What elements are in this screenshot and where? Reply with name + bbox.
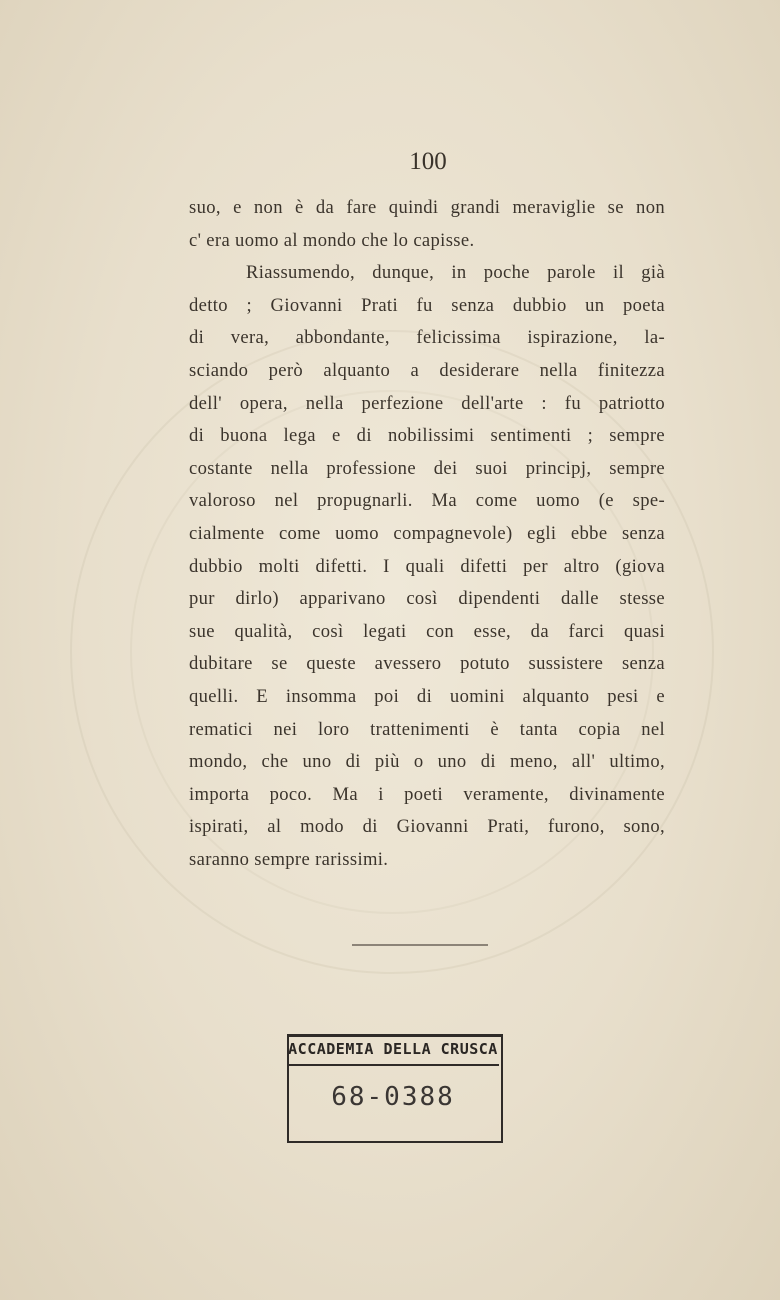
library-stamp	[285, 1032, 505, 1142]
text-line: sue qualità, così legati con esse, da farci quasi	[189, 620, 665, 642]
text-line: suo, e non è da fare quindi grandi meraviglie se non	[189, 197, 665, 218]
page-number: 100	[409, 148, 447, 175]
stamp-number: 68-0388	[331, 1082, 455, 1112]
text-line: di buona lega e di nobilissimi sentimenti ; sempre	[189, 425, 665, 447]
text-line: rematici nei loro trattenimenti è tanta copia nel	[189, 718, 665, 740]
text-line: sciando però alquanto a desiderare nella finitezza	[189, 359, 665, 381]
text-line: mondo, che uno di più o uno di meno, all' ultimo,	[189, 751, 665, 773]
text-line: dubbio molti difetti. I quali difetti per altro (giova	[189, 555, 665, 577]
text-line: c' era uomo al mondo che lo capisse.	[189, 229, 475, 251]
text-line: Riassumendo, dunque, in poche parole il già	[246, 262, 665, 284]
text-line: valoroso nel propugnarli. Ma come uomo (e spe-	[189, 490, 665, 512]
text-line: importa poco. Ma i poeti veramente, divinamente	[189, 783, 665, 805]
stamp-header: ACCADEMIA DELLA CRUSCA	[287, 1034, 499, 1066]
text-line: cialmente come uomo compagnevole) egli ebbe senza	[189, 522, 665, 544]
text-line: detto ; Giovanni Prati fu senza dubbio un poeta	[189, 294, 665, 316]
text-line: dell' opera, nella perfezione dell'arte : fu patriotto	[189, 392, 665, 414]
text-line: di vera, abbondante, felicissima ispirazione, la-	[189, 327, 665, 349]
text-line: saranno sempre rarissimi.	[189, 848, 389, 870]
text-line: pur dirlo) apparivano così dipendenti dalle stesse	[189, 588, 665, 610]
text-line: costante nella professione dei suoi principj, sempre	[189, 457, 665, 479]
text-line: ispirati, al modo di Giovanni Prati, furono, sono,	[189, 816, 665, 838]
text-line: dubitare se queste avessero potuto sussistere senza	[189, 653, 665, 675]
body-text	[189, 192, 665, 876]
text-line: quelli. E insomma poi di uomini alquanto pesi e	[189, 685, 665, 707]
end-rule	[352, 944, 488, 946]
